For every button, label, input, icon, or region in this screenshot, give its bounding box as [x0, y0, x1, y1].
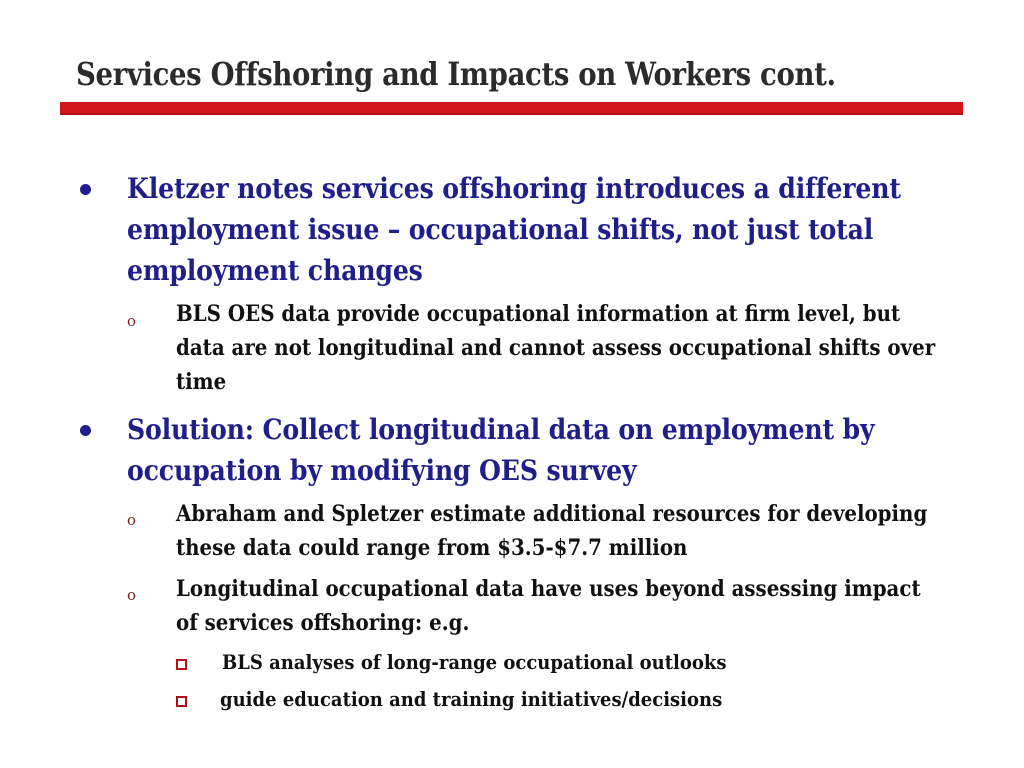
sub-sub-bullet-text: guide education and training initiatives/decisions	[220, 687, 723, 711]
square-bullet-icon	[176, 659, 187, 670]
sub-bullet-marker: o	[127, 511, 137, 529]
bullet-text: Kletzer notes services offshoring introduces a different employment issue – occupational shifts, not just total employment changes	[127, 172, 901, 287]
bullet-text: Solution: Collect longitudinal data on employment by occupation by modifying OES survey	[127, 413, 875, 487]
sub-bullet-text: BLS OES data provide occupational information at firm level, but data are not longitudinal and cannot assess occupational shifts over time	[176, 301, 936, 395]
bullet-dot-icon	[80, 184, 91, 195]
sub-bullet-marker: o	[127, 312, 137, 330]
slide-title: Services Offshoring and Impacts on Workers cont.	[76, 55, 836, 93]
square-bullet-icon	[176, 696, 187, 707]
sub-sub-bullet-text: BLS analyses of long-range occupational outlooks	[222, 650, 727, 674]
sub-bullet-text: Longitudinal occupational data have uses beyond assessing impact of services offshoring: e.g.	[176, 576, 921, 636]
bullet-dot-icon	[80, 425, 91, 436]
sub-bullet-text: Abraham and Spletzer estimate additional resources for developing these data could range from $3.5-$7.7 million	[176, 501, 928, 561]
sub-bullet-marker: o	[127, 586, 137, 604]
